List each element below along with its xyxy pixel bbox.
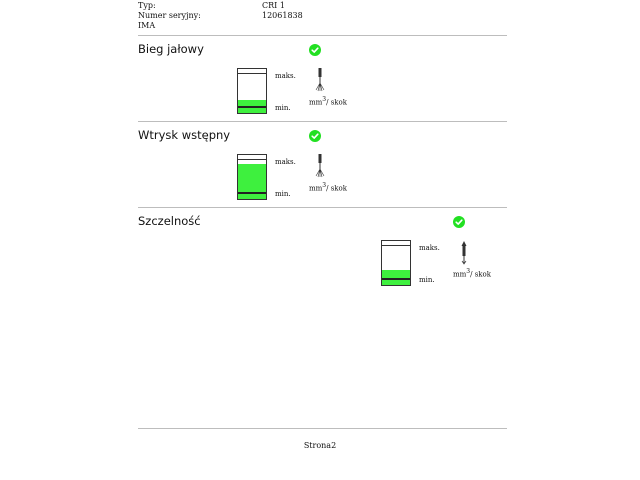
unit-sup: 3 — [322, 182, 327, 189]
injector-icon — [459, 241, 469, 265]
gauge-min-label: min. — [419, 276, 435, 284]
level-gauge — [237, 68, 267, 114]
unit-label — [309, 96, 347, 106]
section-title-idle: Bieg jałowy — [138, 42, 204, 56]
gauge-max-label: maks. — [275, 158, 296, 166]
gauge-min-label: min. — [275, 190, 291, 198]
check-circle-icon — [453, 216, 465, 228]
gauge-min-label: min. — [275, 104, 291, 112]
gauge-max-label: maks. — [419, 244, 440, 252]
level-gauge — [237, 154, 267, 200]
unit-sup: 3 — [322, 96, 327, 103]
unit-rest: / skok — [470, 270, 491, 279]
header-type-value: CRI 1 — [262, 1, 285, 10]
unit-sup: 3 — [466, 268, 471, 275]
section-title-pilot: Wtrysk wstępny — [138, 128, 231, 142]
check-circle-icon — [309, 44, 321, 56]
check-circle-icon — [309, 130, 321, 142]
gauge-max-label: maks. — [275, 72, 296, 80]
footer-divider — [138, 428, 507, 429]
unit-main: mm — [309, 98, 323, 107]
divider — [138, 207, 507, 208]
header-type-label: Typ: — [138, 1, 156, 10]
unit-main: mm — [453, 270, 467, 279]
divider — [138, 121, 507, 122]
level-gauge — [381, 240, 411, 286]
injector-icon — [315, 68, 325, 92]
unit-label — [309, 182, 347, 192]
header-ima-label: IMA — [138, 21, 156, 30]
unit-main: mm — [309, 184, 323, 193]
injector-icon — [315, 154, 325, 178]
unit-rest: / skok — [326, 98, 347, 107]
page-number: Strona2 — [303, 441, 337, 450]
unit-rest: / skok — [326, 184, 347, 193]
divider — [138, 35, 507, 36]
section-title-tightness: Szczelność — [138, 214, 201, 228]
unit-label — [453, 268, 491, 278]
header-serial-label: Numer seryjny: — [138, 11, 201, 20]
header-serial-value: 12061838 — [262, 11, 303, 20]
